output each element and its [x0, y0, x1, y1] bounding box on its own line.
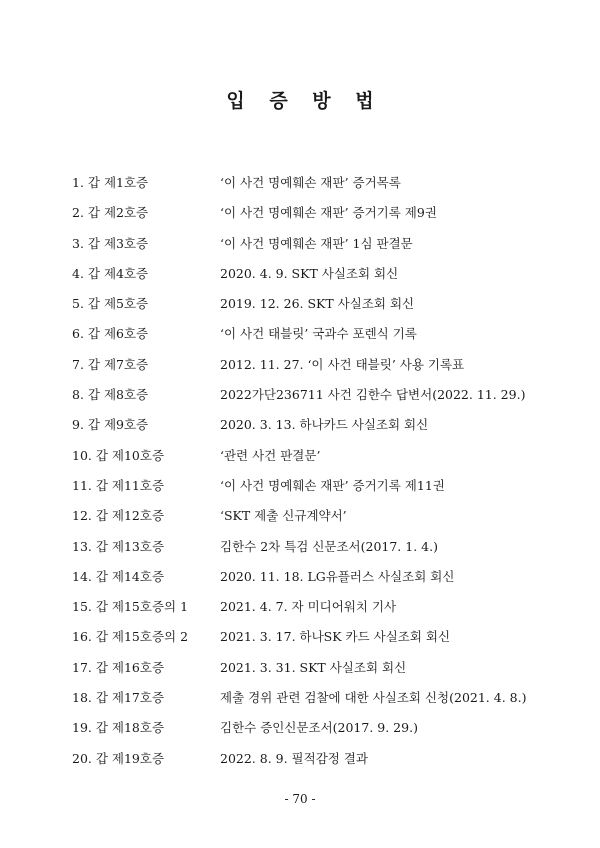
evidence-id: 19. 갑 제18호증: [72, 720, 165, 736]
evidence-description: 2021. 4. 7. 자 미디어워치 기사: [220, 599, 397, 615]
evidence-item: [72, 354, 572, 384]
evidence-description: ‘이 사건 태블릿’ 국과수 포렌식 기록: [220, 326, 417, 342]
evidence-id: 16. 갑 제15호증의 2: [72, 629, 189, 645]
evidence-item: [72, 202, 572, 232]
evidence-id: 10. 갑 제10호증: [72, 447, 165, 463]
evidence-item: [72, 384, 572, 414]
evidence-id: 1. 갑 제1호증: [72, 175, 149, 190]
document-title: 입 증 방 법: [226, 90, 383, 112]
evidence-id: 5. 갑 제5호증: [72, 296, 149, 312]
evidence-description: 2021. 3. 17. 하나SK 카드 사실조회 회신: [220, 629, 451, 645]
evidence-description: ‘SKT 제출 신규계약서’: [220, 508, 347, 524]
evidence-description: 2022가단236711 사건 김한수 답변서(2022. 11. 29.): [220, 387, 526, 403]
evidence-id: 6. 갑 제6호증: [72, 326, 149, 342]
evidence-id: 8. 갑 제8호증: [72, 387, 149, 403]
evidence-description: 2022. 8. 9. 필적감정 결과: [220, 750, 368, 766]
evidence-item: [72, 657, 572, 687]
evidence-item: [72, 293, 572, 323]
evidence-item: [72, 596, 572, 626]
evidence-item: [72, 626, 572, 656]
evidence-id: 20. 갑 제19호증: [72, 750, 165, 766]
evidence-id: 17. 갑 제16호증: [72, 659, 165, 675]
evidence-item: [72, 536, 572, 566]
evidence-item: [72, 505, 572, 535]
evidence-description: 김한수 증인신문조서(2017. 9. 29.): [220, 720, 418, 736]
evidence-item: [72, 566, 572, 596]
evidence-item: [72, 172, 572, 202]
evidence-item: [72, 687, 572, 717]
evidence-item: [72, 748, 572, 778]
evidence-id: 2. 갑 제2호증: [72, 205, 149, 221]
page-number: - 70 -: [284, 792, 316, 806]
evidence-item: [72, 233, 572, 263]
evidence-description: 2020. 3. 13. 하나카드 사실조회 회신: [220, 417, 429, 433]
evidence-description: ‘이 사건 명예훼손 재판’ 증거목록: [220, 175, 401, 190]
evidence-description: ‘이 사건 명예훼손 재판’ 증거기록 제11권: [220, 477, 445, 493]
evidence-id: 13. 갑 제13호증: [72, 538, 165, 554]
evidence-item: [72, 445, 572, 475]
evidence-description: 2019. 12. 26. SKT 사실조회 회신: [220, 296, 415, 312]
evidence-item: [72, 414, 572, 444]
evidence-description: ‘관련 사건 판결문’: [220, 447, 321, 463]
evidence-item: [72, 717, 572, 747]
evidence-id: 12. 갑 제12호증: [72, 508, 165, 524]
evidence-description: 2012. 11. 27. ‘이 사건 태블릿’ 사용 기록표: [220, 356, 465, 372]
evidence-item: [72, 323, 572, 353]
evidence-id: 4. 갑 제4호증: [72, 265, 149, 281]
evidence-item: [72, 263, 572, 293]
evidence-description: ‘이 사건 명예훼손 재판’ 1심 판결문: [220, 235, 413, 251]
evidence-description: 2020. 11. 18. LG유플러스 사실조회 회신: [220, 568, 455, 584]
evidence-id: 9. 갑 제9호증: [72, 417, 149, 433]
evidence-description: 2020. 4. 9. SKT 사실조회 회신: [220, 265, 399, 281]
evidence-id: 7. 갑 제7호증: [72, 356, 149, 372]
evidence-description: 제출 경위 관련 검찰에 대한 사실조회 신청(2021. 4. 8.): [220, 690, 527, 706]
evidence-description: 김한수 2차 특검 신문조서(2017. 1. 4.): [220, 538, 438, 554]
evidence-item: [72, 475, 572, 505]
evidence-description: 2021. 3. 31. SKT 사실조회 회신: [220, 659, 407, 675]
evidence-id: 11. 갑 제11호증: [72, 477, 165, 493]
evidence-list: [72, 172, 572, 778]
evidence-id: 14. 갑 제14호증: [72, 568, 165, 584]
evidence-id: 18. 갑 제17호증: [72, 690, 165, 706]
evidence-id: 3. 갑 제3호증: [72, 235, 149, 251]
evidence-description: ‘이 사건 명예훼손 재판’ 증거기록 제9권: [220, 205, 437, 221]
evidence-id: 15. 갑 제15호증의 1: [72, 599, 189, 615]
